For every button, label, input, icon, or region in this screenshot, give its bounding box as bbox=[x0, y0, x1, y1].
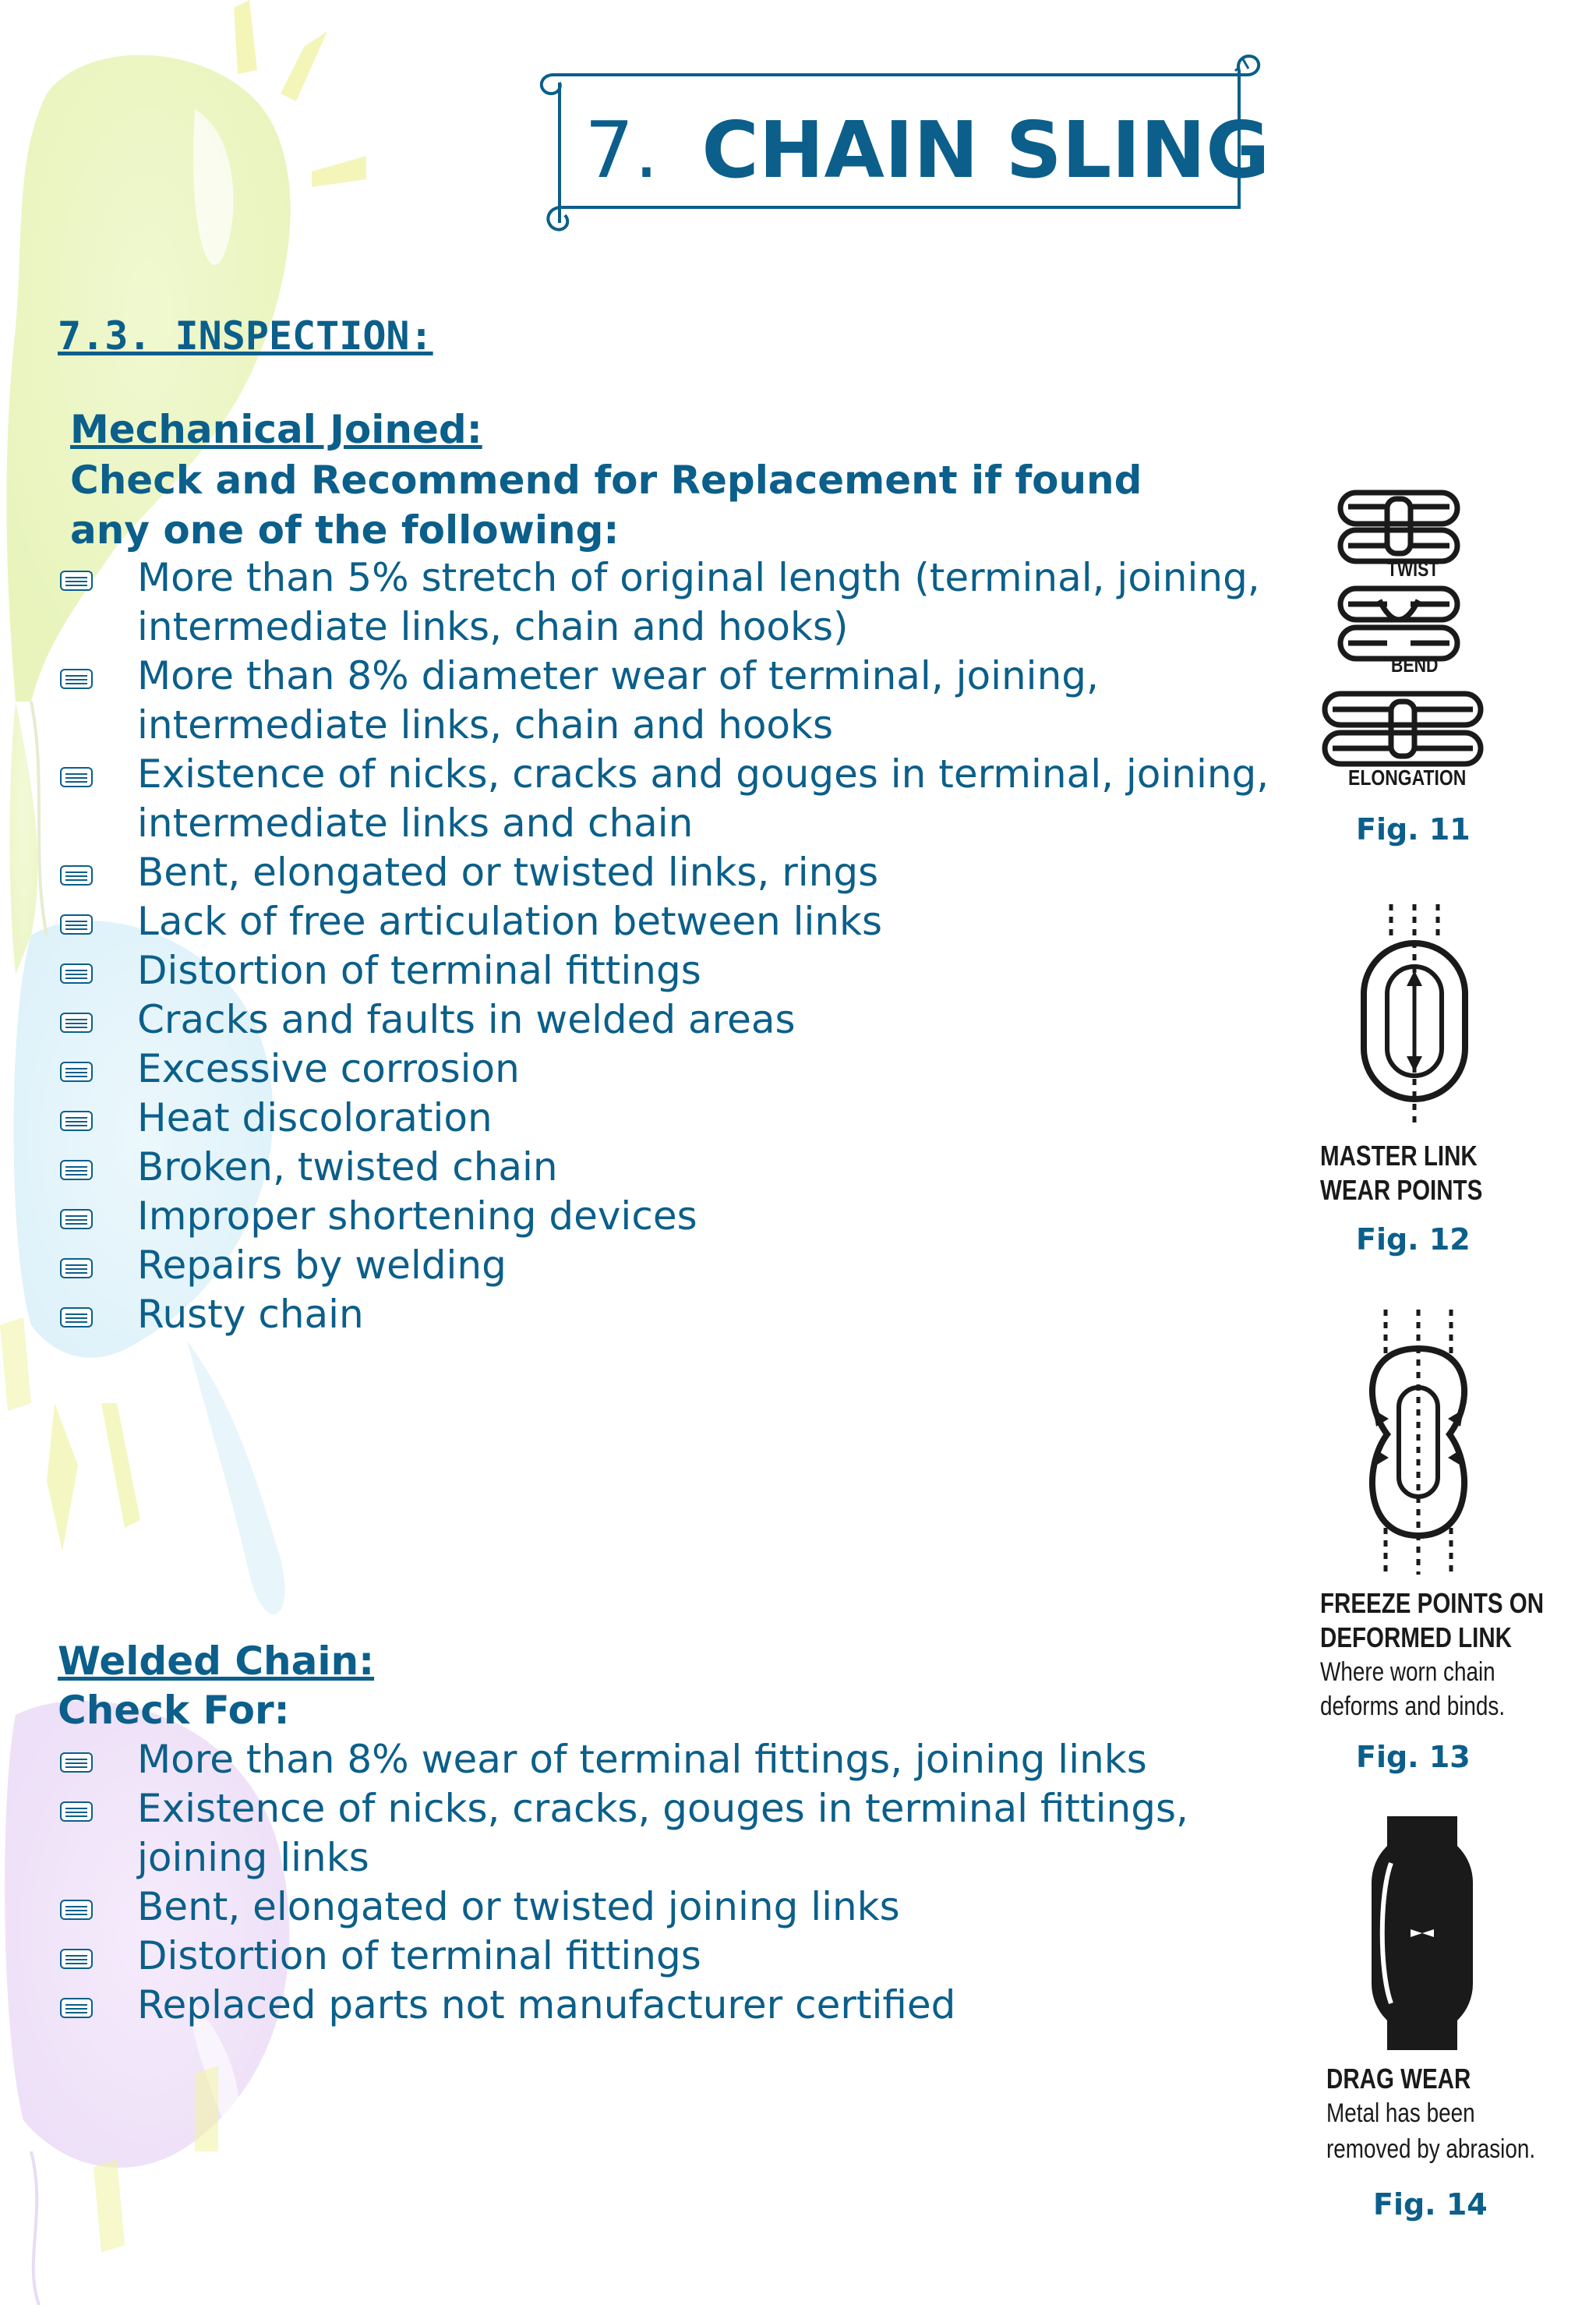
list-bullet-icon bbox=[59, 1898, 94, 1921]
mechanical-intro bbox=[70, 455, 1142, 555]
deformed-link-label-line: DEFORMED LINK bbox=[1320, 1621, 1512, 1653]
fig-13-note-line: Where worn chain bbox=[1320, 1657, 1495, 1687]
checklist-item-text: Existence of nicks, cracks, gouges in terminal fittings, bbox=[137, 1786, 1188, 1831]
deformed-link-illustration bbox=[1317, 1310, 1520, 1575]
welded-checklist bbox=[0, 1735, 1188, 2030]
section-heading: 7.3. INSPECTION: bbox=[58, 313, 433, 359]
checklist-item bbox=[0, 553, 1269, 652]
checklist-item-text: Repairs by welding bbox=[137, 1243, 507, 1288]
checklist-item-text: Heat discoloration bbox=[137, 1095, 493, 1140]
checklist-item-text: More than 8% wear of terminal fittings, joining links bbox=[137, 1737, 1147, 1782]
welded-intro bbox=[58, 1685, 290, 1735]
fig-14-caption: Fig. 14 bbox=[1373, 2187, 1488, 2222]
list-bullet-icon bbox=[59, 864, 94, 887]
checklist-item bbox=[0, 1784, 1188, 1883]
checklist-item-text: intermediate links, chain and hooks) bbox=[137, 604, 849, 649]
checklist-item-text: Distortion of terminal fittings bbox=[137, 948, 701, 993]
elongation-label: ELONGATION bbox=[1348, 765, 1467, 790]
fig-12-caption: Fig. 12 bbox=[1356, 1222, 1471, 1257]
checklist-item-text: Distortion of terminal fittings bbox=[137, 1933, 701, 1978]
checklist-item bbox=[0, 848, 1269, 897]
mechanical-joined-heading: Mechanical Joined: bbox=[70, 407, 482, 452]
checklist-item bbox=[0, 897, 1269, 946]
checklist-item bbox=[0, 1735, 1188, 1784]
checklist-item-text: joining links bbox=[137, 1835, 369, 1880]
checklist-item bbox=[0, 1883, 1188, 1932]
welded-chain-heading: Welded Chain: bbox=[58, 1639, 375, 1684]
checklist-item-text: Broken, twisted chain bbox=[137, 1144, 558, 1190]
checklist-item-text: Rusty chain bbox=[137, 1292, 364, 1337]
checklist-item-text: Bent, elongated or twisted joining links bbox=[137, 1884, 900, 1929]
checklist-item bbox=[0, 1932, 1188, 1981]
list-bullet-icon bbox=[59, 962, 94, 985]
checklist-item bbox=[0, 1981, 1188, 2030]
checklist-item-text: Cracks and faults in welded areas bbox=[137, 997, 796, 1042]
checklist-item-text: Bent, elongated or twisted links, rings bbox=[137, 850, 879, 895]
checklist-item-text: Replaced parts not manufacturer certified bbox=[137, 1982, 956, 2027]
list-bullet-icon bbox=[59, 1996, 94, 2020]
checklist-item bbox=[0, 1094, 1269, 1143]
checklist-item-text: intermediate links, chain and hooks bbox=[137, 702, 834, 748]
page-title bbox=[584, 104, 1270, 196]
list-bullet-icon bbox=[59, 1011, 94, 1034]
fig-13-caption: Fig. 13 bbox=[1356, 1740, 1471, 1774]
checklist-item-text: Lack of free articulation between links bbox=[137, 899, 883, 944]
list-bullet-icon bbox=[59, 1207, 94, 1231]
chapter-title: CHAIN SLING bbox=[701, 104, 1270, 196]
chain-defects-illustration bbox=[1317, 483, 1504, 795]
mechanical-checklist bbox=[0, 553, 1269, 1339]
list-bullet-icon bbox=[59, 1306, 94, 1329]
title-banner bbox=[530, 51, 1270, 239]
checklist-item bbox=[0, 946, 1269, 995]
mechanical-intro-line: any one of the following: bbox=[70, 507, 620, 553]
bend-label: BEND bbox=[1391, 653, 1439, 677]
welded-intro-line: Check For: bbox=[58, 1688, 290, 1733]
checklist-item bbox=[0, 750, 1269, 848]
wear-points-label-line: WEAR POINTS bbox=[1320, 1174, 1483, 1206]
list-bullet-icon bbox=[59, 1109, 94, 1133]
checklist-item bbox=[0, 1143, 1269, 1192]
mechanical-intro-line: Check and Recommend for Replacement if found bbox=[70, 458, 1142, 503]
fig-11-caption: Fig. 11 bbox=[1356, 812, 1471, 847]
checklist-item bbox=[0, 652, 1269, 750]
figure-12 bbox=[1317, 904, 1520, 1216]
checklist-item bbox=[0, 1241, 1269, 1290]
checklist-item-text: Improper shortening devices bbox=[137, 1193, 697, 1239]
figure-14 bbox=[1317, 1816, 1566, 2175]
checklist-item bbox=[0, 1192, 1269, 1241]
master-link-label-line: MASTER LINK bbox=[1320, 1140, 1478, 1172]
checklist-item-text: More than 8% diameter wear of terminal, joining, bbox=[137, 653, 1099, 698]
drag-wear-illustration bbox=[1317, 1816, 1520, 2050]
drag-wear-label: DRAG WEAR bbox=[1326, 2063, 1471, 2095]
checklist-item-text: intermediate links and chain bbox=[137, 801, 694, 846]
checklist-item bbox=[0, 1290, 1269, 1339]
list-bullet-icon bbox=[59, 569, 94, 592]
figure-11 bbox=[1317, 483, 1504, 795]
fig-14-note-line: Metal has been bbox=[1326, 2098, 1475, 2128]
list-bullet-icon bbox=[59, 1060, 94, 1084]
list-bullet-icon bbox=[59, 667, 94, 691]
figure-13 bbox=[1317, 1310, 1551, 1731]
checklist-item bbox=[0, 1045, 1269, 1094]
list-bullet-icon bbox=[59, 913, 94, 936]
list-bullet-icon bbox=[59, 1947, 94, 1971]
checklist-item-text: Excessive corrosion bbox=[137, 1046, 520, 1091]
checklist-item-text: More than 5% stretch of original length (terminal, joining, bbox=[137, 555, 1260, 600]
list-bullet-icon bbox=[59, 765, 94, 789]
list-bullet-icon bbox=[59, 1800, 94, 1823]
checklist-item-text: Existence of nicks, cracks and gouges in terminal, joining, bbox=[137, 751, 1269, 797]
chapter-number: 7. bbox=[584, 104, 659, 196]
list-bullet-icon bbox=[59, 1158, 94, 1182]
master-link-illustration bbox=[1317, 904, 1520, 1122]
freeze-points-label-line: FREEZE POINTS ON bbox=[1320, 1587, 1545, 1619]
checklist-item bbox=[0, 995, 1269, 1045]
list-bullet-icon bbox=[59, 1751, 94, 1774]
fig-14-note-line: removed by abrasion. bbox=[1326, 2134, 1536, 2164]
fig-13-note-line: deforms and binds. bbox=[1320, 1692, 1506, 1721]
twist-label: TWIST bbox=[1387, 557, 1439, 581]
list-bullet-icon bbox=[59, 1257, 94, 1280]
